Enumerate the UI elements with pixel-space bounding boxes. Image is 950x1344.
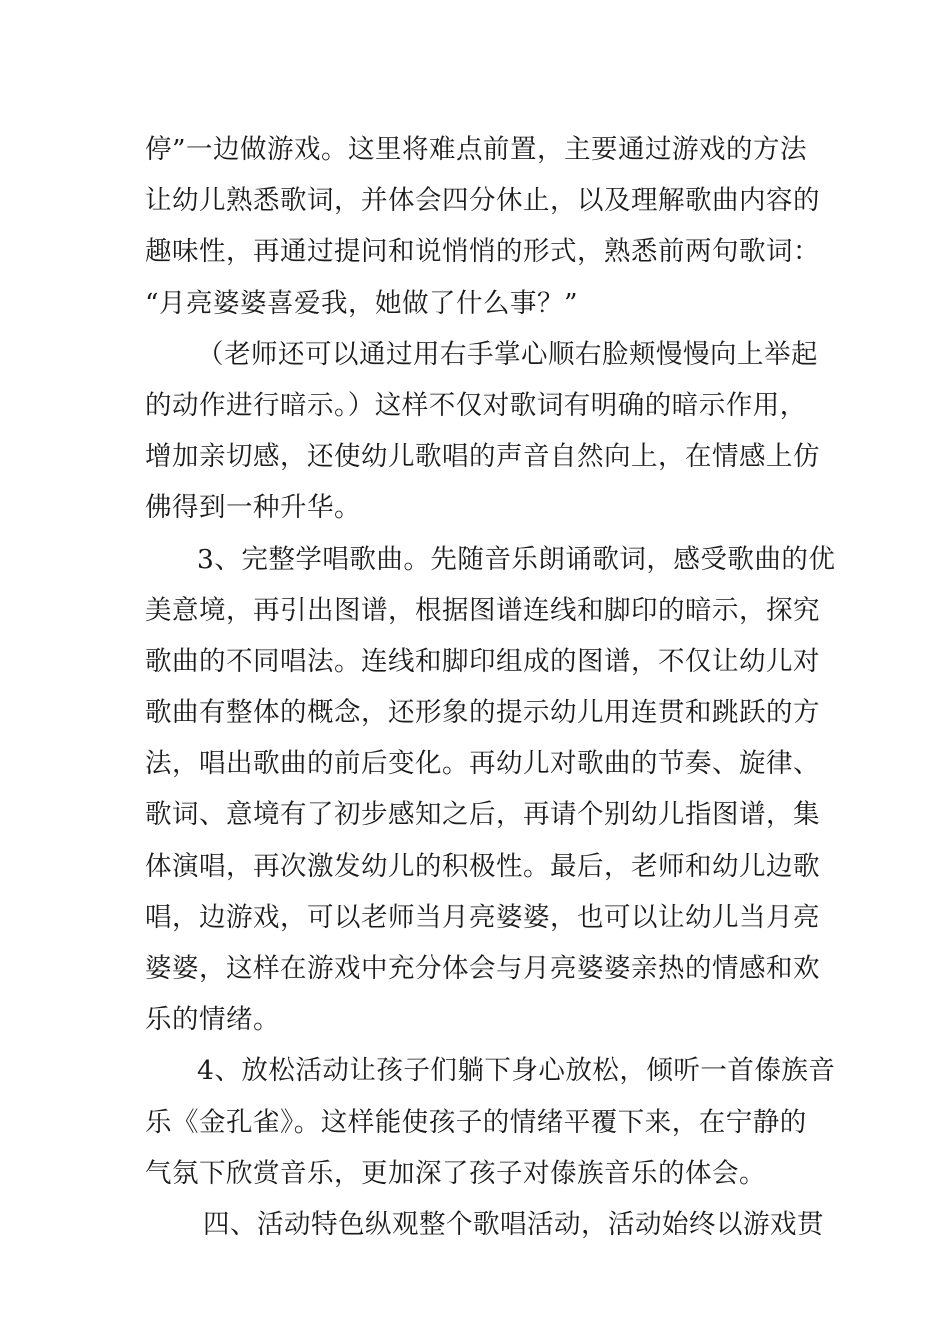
text-line: 气氛下欣赏音乐，更加深了孩子对傣族音乐的体会。 [145, 1157, 766, 1189]
text-line: 增加亲切感，还使幼儿歌唱的声音自然向上，在情感上仿 [145, 441, 820, 473]
text-line: 佛得到一种升华。 [145, 492, 361, 524]
text-line: 3、完整学唱歌曲。先随音乐朗诵歌词，感受歌曲的优 [197, 543, 836, 575]
text-line: 歌曲的不同唱法。连线和脚印组成的图谱，不仅让幼儿对 [145, 645, 820, 677]
text-line: 唱，边游戏，可以老师当月亮婆婆，也可以让幼儿当月亮 [145, 901, 820, 933]
text-line: 歌曲有整体的概念，还形象的提示幼儿用连贯和跳跃的方 [145, 697, 820, 729]
text-line: 法，唱出歌曲的前后变化。再幼儿对歌曲的节奏、旋律、 [145, 748, 820, 780]
text-line: “月亮婆婆喜爱我，她做了什么事？” [145, 287, 579, 319]
text-line: 体演唱，再次激发幼儿的积极性。最后，老师和幼儿边歌 [145, 850, 820, 882]
text-line: 四、活动特色纵观整个歌唱活动，活动始终以游戏贯 [203, 1208, 824, 1240]
text-line: （老师还可以通过用右手掌心顺右脸颊慢慢向上举起 [197, 338, 818, 370]
text-line: 4、放松活动让孩子们躺下身心放松，倾听一首傣族音 [197, 1055, 836, 1087]
document-body [145, 124, 836, 1250]
text-line: 让幼儿熟悉歌词，并体会四分休止，以及理解歌曲内容的 [145, 185, 820, 217]
text-line: 趣味性，再通过提问和说悄悄的形式，熟悉前两句歌词： [145, 236, 820, 268]
text-line: 美意境，再引出图谱，根据图谱连线和脚印的暗示，探究 [145, 594, 820, 626]
text-line: 婆婆，这样在游戏中充分体会与月亮婆婆亲热的情感和欢 [145, 953, 820, 984]
text-line: 乐的情绪。 [145, 1004, 280, 1036]
text-line: 歌词、意境有了初步感知之后，再请个别幼儿指图谱，集 [145, 799, 820, 831]
text-line: 停”一边做游戏。这里将难点前置，主要通过游戏的方法 [145, 134, 808, 165]
text-line: 的动作进行暗示。）这样不仅对歌词有明确的暗示作用， [145, 389, 807, 421]
text-line: 乐《金孔雀》。这样能使孩子的情绪平覆下来，在宁静的 [145, 1106, 807, 1138]
